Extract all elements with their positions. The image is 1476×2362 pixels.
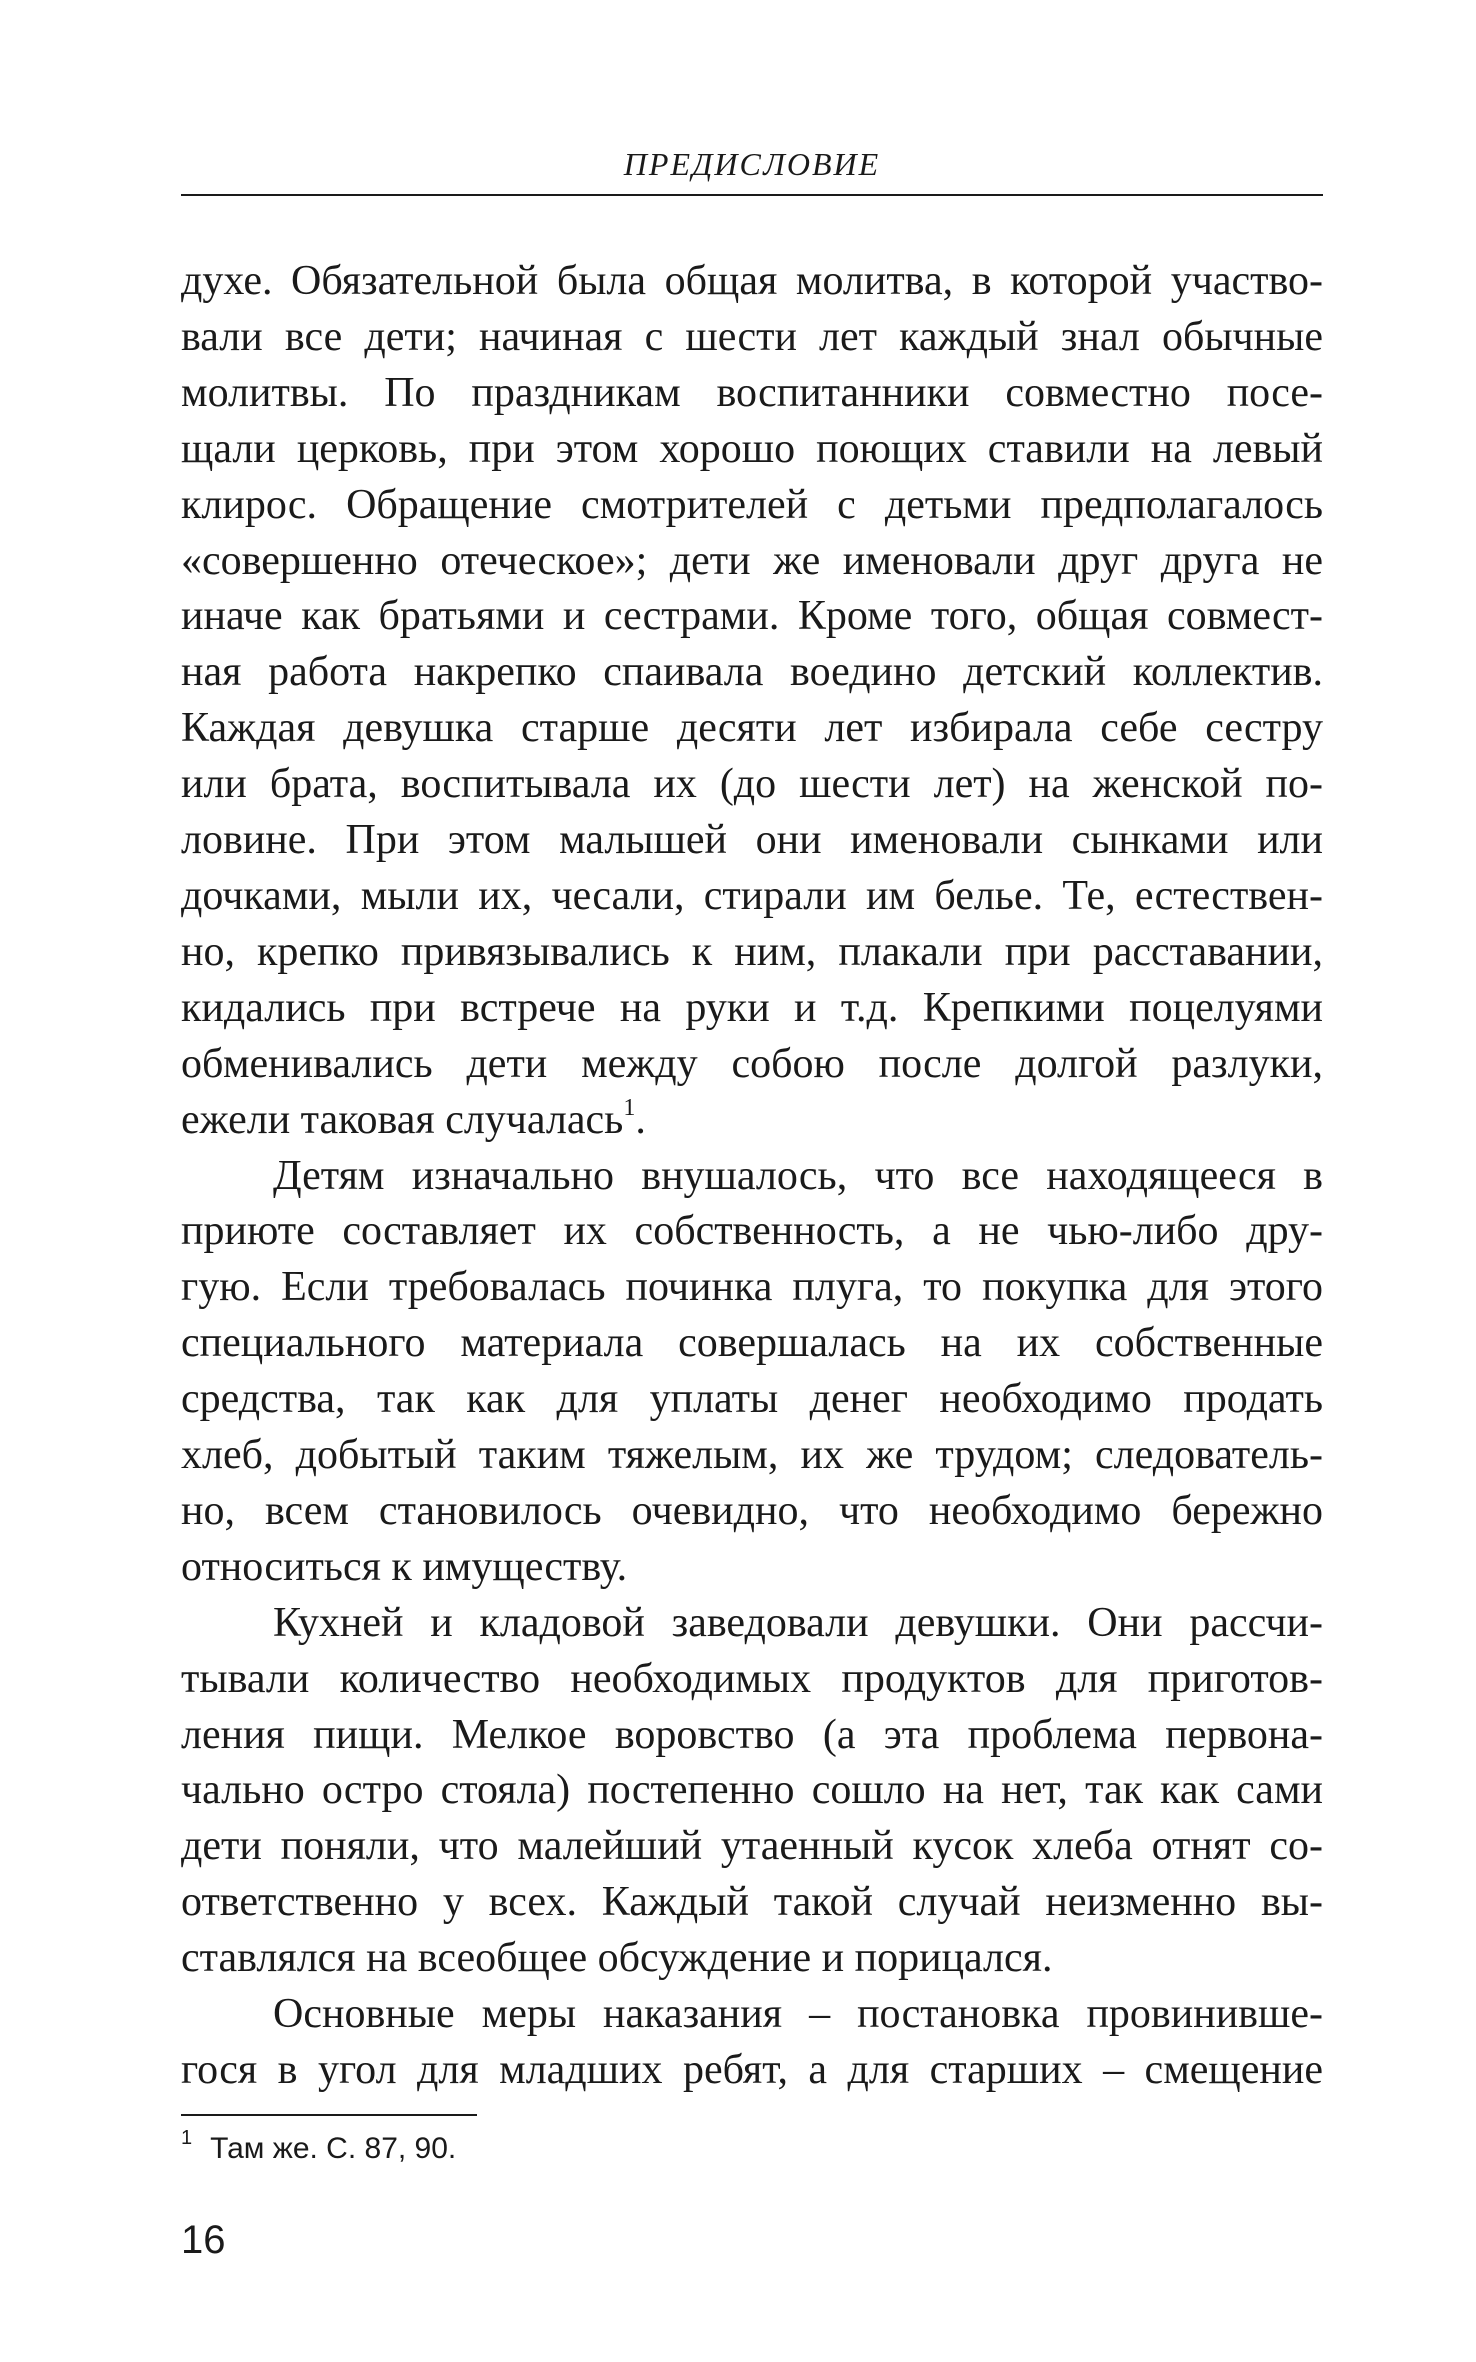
text-line: хлеб, добытый таким тяжелым, их же трудом; следователь-: [181, 1432, 1323, 1479]
text-line: обменивались дети между собою после долгой разлуки,: [181, 1040, 1323, 1087]
text-line: иначе как братьями и сестрами. Кроме того, общая совмест-: [181, 593, 1323, 640]
text-line: ловине. При этом малышей они именовали сынками или: [181, 817, 1323, 864]
text-line: Детям изначально внушалось, что все находящееся в: [273, 1152, 1323, 1199]
text-line: ная работа накрепко спаивала воедино детский коллектив.: [181, 649, 1323, 696]
page-number: 16: [181, 2218, 226, 2262]
text-line: приюте составляет их собственность, а не чью-либо дру-: [181, 1208, 1323, 1255]
text-line: вали все дети; начиная с шести лет каждый знал обычные: [181, 313, 1323, 360]
text-line: «совершенно отеческое»; дети же именовали друг друга не: [181, 537, 1323, 584]
text-line: тывали количество необходимых продуктов для приготов-: [181, 1655, 1323, 1702]
text-line: молитвы. По праздникам воспитанники совместно посе-: [181, 369, 1323, 416]
footnote-rule: [181, 2114, 477, 2116]
text-line: средства, так как для уплаты денег необходимо продать: [181, 1376, 1323, 1423]
footnote: [181, 2126, 456, 2167]
text-line: клирос. Обращение смотрителей с детьми предполагалось: [181, 481, 1323, 528]
text-fragment: .: [635, 1096, 646, 1143]
text-line-with-footnote: [181, 1093, 1323, 1149]
text-line: ставлялся на всеобщее обсуждение и порицался.: [181, 1935, 1053, 1982]
body-text: [181, 254, 1323, 2099]
paragraph-2: [181, 1149, 1323, 1596]
text-line: духе. Обязательной была общая молитва, в которой участво-: [181, 258, 1323, 304]
footnote-text: Там же. С. 87, 90.: [210, 2132, 457, 2165]
text-line: дети поняли, что малейший утаенный кусок хлеба отнят со-: [181, 1823, 1323, 1870]
paragraph-1: [181, 254, 1323, 1149]
text-line: Основные меры наказания – постановка провинивше-: [273, 1991, 1323, 2038]
text-line: или брата, воспитывала их (до шести лет) на женской по-: [181, 761, 1323, 808]
text-line: специального материала совершалась на их собственные: [181, 1320, 1323, 1367]
text-line: кидались при встрече на руки и т.д. Крепкими поцелуями: [181, 984, 1323, 1031]
text-line: гося в угол для младших ребят, а для старших – смещение: [181, 2047, 1323, 2093]
text-line: Кухней и кладовой заведовали девушки. Они рассчи-: [273, 1599, 1323, 1646]
text-line: но, крепко привязывались к ним, плакали при расставании,: [181, 928, 1323, 975]
header-rule: [181, 194, 1323, 196]
text-line: но, всем становилось очевидно, что необходимо бережно: [181, 1487, 1323, 1534]
text-line: дочками, мыли их, чесали, стирали им белье. Те, естествен-: [181, 872, 1323, 919]
footnote-number: 1: [181, 2127, 193, 2149]
running-head: ПРЕДИСЛОВИЕ: [623, 146, 881, 182]
footnote-reference[interactable]: 1: [623, 1094, 636, 1121]
text-line: ления пищи. Мелкое воровство (а эта проблема первона-: [181, 1711, 1323, 1758]
text-fragment: ежели таковая случалась: [181, 1096, 624, 1143]
text-line: ответственно у всех. Каждый такой случай неизменно вы-: [181, 1879, 1323, 1926]
paragraph-4: [181, 1987, 1323, 2099]
text-line: щали церковь, при этом хорошо поющих ставили на левый: [181, 425, 1323, 472]
paragraph-3: [181, 1596, 1323, 1987]
text-line: относиться к имуществу.: [181, 1543, 628, 1590]
text-line: чально остро стояла) постепенно сошло на нет, так как сами: [181, 1767, 1323, 1814]
text-line: Каждая девушка старше десяти лет избирала себе сестру: [181, 705, 1323, 752]
text-line: гую. Если требовалась починка плуга, то покупка для этого: [181, 1264, 1323, 1311]
